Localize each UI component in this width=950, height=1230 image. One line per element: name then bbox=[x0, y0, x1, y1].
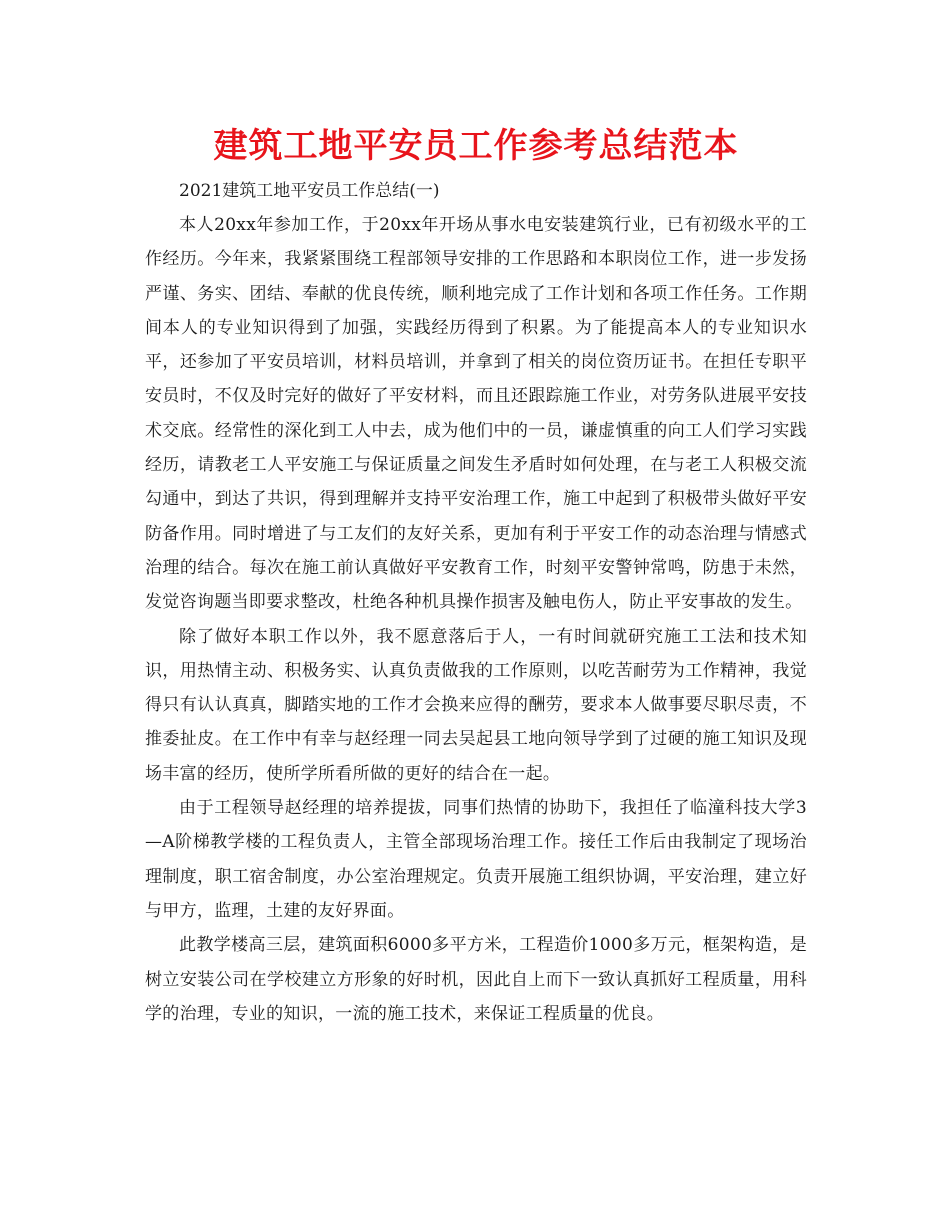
paragraph-4: 此教学楼高三层，建筑面积6000多平方米，工程造价1000多万元，框架构造，是树立安装公司在学校建立方形象的好时机，因此自上而下一致认真抓好工程质量，用科学的治理，专业的知识，一流的施工技术，来保证工程质量的优良。 bbox=[145, 935, 807, 1024]
document-page bbox=[145, 118, 807, 1031]
paragraph-2: 除了做好本职工作以外，我不愿意落后于人，一有时间就研究施工工法和技术知识，用热情主动、积极务实、认真负责做我的工作原则，以吃苦耐劳为工作精神，我觉得只有认认真真，脚踏实地的工作才会换来应得的酬劳，要求本人做事要尽职尽责，不推委扯皮。在工作中有幸与赵经理一同去吴起县工地向领导学到了过硬的施工知识及现场丰富的经历，使所学所看所做的更好的结合在一起。 bbox=[145, 626, 807, 784]
document-subtitle: 2021建筑工地平安员工作总结(一) bbox=[179, 181, 440, 201]
paragraph-3: 由于工程领导赵经理的培养提拔，同事们热情的协助下，我担任了临潼科技大学3—A阶梯教学楼的工程负责人，主管全部现场治理工作。接任工作后由我制定了现场治理制度，职工宿舍制度，办公室治理规定。负责开展施工组织协调，平安治理，建立好与甲方，监理，土建的友好界面。 bbox=[145, 798, 807, 921]
paragraph-1: 本人20xx年参加工作，于20xx年开场从事水电安装建筑行业，已有初级水平的工作经历。今年来，我紧紧围绕工程部领导安排的工作思路和本职岗位工作，进一步发扬严谨、务实、团结、奉献的优良传统，顺利地完成了工作计划和各项工作任务。工作期间本人的专业知识得到了加强，实践经历得到了积累。为了能提高本人的专业知识水平，还参加了平安员培训，材料员培训，并拿到了相关的岗位资历证书。在担任专职平安员时，不仅及时完好的做好了平安材料，而且还跟踪施工作业，对劳务队进展平安技术交底。经常性的深化到工人中去，成为他们中的一员，谦虚慎重的向工人们学习实践经历，请教老工人平安施工与保证质量之间发生矛盾时如何处理，在与老工人积极交流勾通中，到达了共识，得到理解并支持平安治理工作，施工中起到了积极带头做好平安防备作用。同时增进了与工友们的友好关系，更加有利于平安工作的动态治理与情感式治理的结合。每次在施工前认真做好平安教育工作，时刻平安警钟常鸣，防患于未然，发觉咨询题当即要求整改，杜绝各种机具操作损害及触电伤人，防止平安事故的发生。 bbox=[145, 215, 807, 613]
document-title: 建筑工地平安员工作参考总结范本 bbox=[213, 126, 739, 166]
